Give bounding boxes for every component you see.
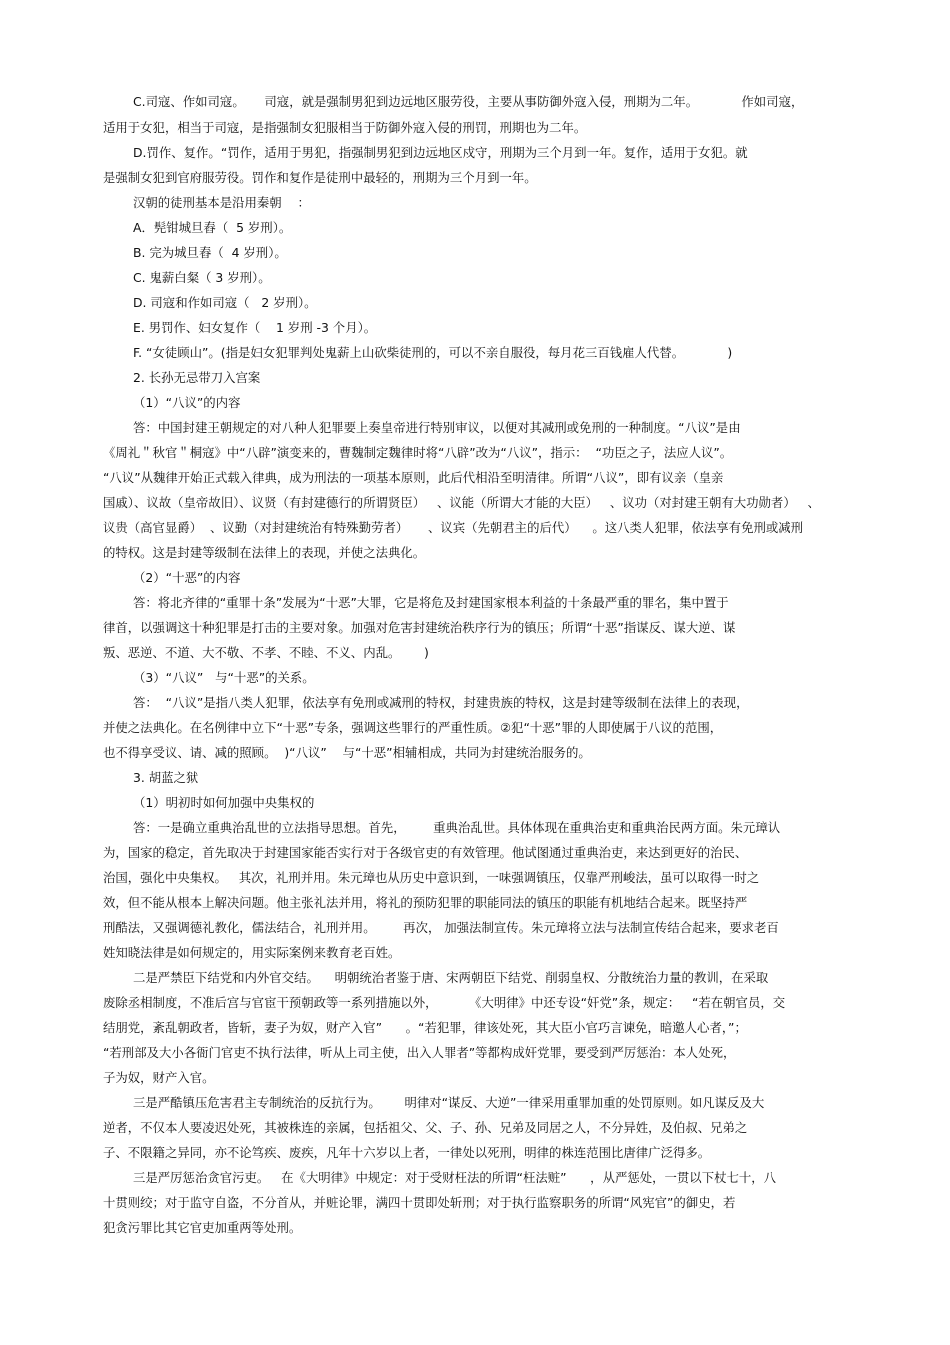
text-line: E. 男罚作、妇女复作（ 1 岁刑 -3 个月）。	[133, 320, 377, 335]
text-line: 二是严禁臣下结党和内外官交结。 明朝统治者鉴于唐、宋两朝臣下结党、削弱皇权、分散统治力量的教训，在采取	[133, 970, 769, 985]
text-line: 的特权。这是封建等级制在法律上的表现，并使之法典化。	[103, 545, 426, 560]
text-line: 议贵（高官显爵） 、议勤（对封建统治有特殊勤劳者） 、议宾（先朝君主的后代） 。这八类人犯罪，依法享有免刑或减刑	[103, 520, 804, 535]
text-line: 律首，以强调这十种犯罪是打击的主要对象。加强对危害封建统治秩序行为的镇压；所谓“十恶”指谋反、谋大逆、谋	[103, 620, 736, 635]
subsection-heading: （3）“八议” 与“十恶”的关系。	[133, 670, 315, 685]
text-line: 是强制女犯到官府服劳役。罚作和复作是徒刑中最轻的，刑期为三个月到一年。	[103, 170, 537, 185]
subsection-heading: （2）“十恶”的内容	[133, 570, 241, 585]
section-heading: 2. 长孙无忌带刀入宫案	[133, 370, 261, 385]
text-line: 逆者，不仅本人要凌迟处死，其被株连的亲属，包括祖父、父、子、孙、兄弟及同居之人，不分异姓，及伯叔、兄弟之	[103, 1120, 748, 1135]
text-line: 效，但不能从根本上解决问题。他主张礼法并用，将礼的预防犯罪的职能同法的镇压的职能有机地结合起来。既坚持严	[103, 895, 748, 910]
text-line: 结朋党，紊乱朝政者，皆斩，妻子为奴，财产入官” 。“若犯罪，律该处死，其大臣小官巧言谏免，暗邀人心者，”；	[103, 1020, 747, 1035]
text-line: 答： “八议”是指八类人犯罪，依法享有免刑或减刑的特权，封建贵族的特权，这是封建等级制在法律上的表现，	[133, 695, 749, 710]
text-line: 废除丞相制度，不准后宫与官宦干预朝政等一系列措施以外， 《大明律》中还专设“奸党”条，规定： “若在朝官员，交	[103, 995, 786, 1010]
text-line: 十贯则绞；对于监守自盗，不分首从，并赃论罪，满四十贯即处斩刑；对于执行监察职务的所谓“风宪官”的御史，若	[103, 1195, 736, 1210]
text-line: 汉朝的徒刑基本是沿用秦朝 ：	[133, 195, 310, 210]
text-line: 适用于女犯，相当于司寇，是指强制女犯服相当于防御外寇入侵的刑罚，刑期也为二年。	[103, 120, 587, 135]
text-line: F. “女徒顾山”。(指是妇女犯罪判处鬼薪上山砍柴徒刑的，可以不亲自服役，每月花三百钱雇人代替。 )	[133, 345, 733, 360]
text-line: 姓知晓法律是如何规定的，用实际案例来教育老百姓。	[103, 945, 401, 960]
text-line: 刑酷法，又强调德礼教化，儒法结合，礼刑并用。 再次， 加强法制宣传。朱元璋将立法与法制宣传结合起来，要求老百	[103, 920, 779, 935]
text-line: B. 完为城旦舂（ 4 岁刑）。	[133, 245, 287, 260]
text-line: 犯贪污罪比其它官吏加重两等处刑。	[103, 1220, 302, 1235]
text-line: 答：中国封建王朝规定的对八种人犯罪要上奏皇帝进行特别审议，以便对其减刑或免刑的一种制度。“八议”是由	[133, 420, 741, 435]
text-line: 国戚）、议故（皇帝故旧）、议贤（有封建德行的所谓贤臣） 、议能（所谓大才能的大臣） 、议功（对封建王朝有大功勋者） 、	[103, 495, 820, 510]
text-line: 答：一是确立重典治乱世的立法指导思想。首先， 重典治乱世。具体体现在重典治吏和重典治民两方面。朱元璋认	[133, 820, 781, 835]
text-line: D.罚作、复作。“罚作，适用于男犯，指强制男犯到边远地区戍守，刑期为三个月到一年。复作，适用于女犯。就	[133, 145, 748, 160]
text-line: 子为奴，财产入官。	[103, 1070, 215, 1085]
text-line: C. 鬼薪白粲（ 3 岁刑）。	[133, 270, 271, 285]
subsection-heading: （1）明初时如何加强中央集权的	[133, 795, 315, 810]
text-line: 答：将北齐律的“重罪十条”发展为“十恶”大罪，它是将危及封建国家根本利益的十条最严重的罪名，集中置于	[133, 595, 729, 610]
text-line: “若刑部及大小各衙门官吏不执行法律，听从上司主使，出入人罪者”等都构成奸党罪，要受到严厉惩治：本人处死，	[103, 1045, 736, 1060]
text-line: 《周礼＂秋官＂桐寇》中“八辟”演变来的，曹魏制定魏律时将“八辟”改为“八议”，指示： “功臣之子，法应人议”。	[103, 445, 733, 460]
text-line: D. 司寇和作如司寇（ 2 岁刑）。	[133, 295, 317, 310]
text-line: 也不得享受议、请、减的照顾。 )“八议” 与“十恶”相辅相成，共同为封建统治服务的。	[103, 745, 591, 760]
subsection-heading: （1）“八议”的内容	[133, 395, 241, 410]
text-line: 为，国家的稳定，首先取决于封建国家能否实行对于各级官吏的有效管理。他试图通过重典治吏，来达到更好的治民、	[103, 845, 748, 860]
text-line: 三是严酷镇压危害君主专制统治的反抗行为。 明律对“谋反、大逆”一律采用重罪加重的处罚原则。如凡谋反及大	[133, 1095, 765, 1110]
text-line: 三是严厉惩治贪官污吏。 在《大明律》中规定：对于受财枉法的所谓“枉法赃” ，从严惩处，一贯以下杖七十，八	[133, 1170, 777, 1185]
text-line: “八议”从魏律开始正式载入律典，成为刑法的一项基本原则，此后代相沿至明清律。所谓“八议”，即有议亲（皇亲	[103, 470, 724, 485]
text-line: 子、不限籍之异同，亦不论笃疾、废疾，凡年十六岁以上者，一律处以死刑，明律的株连范围比唐律广泛得多。	[103, 1145, 711, 1160]
text-line: A．髡钳城旦舂（ 5 岁刑）。	[133, 220, 292, 235]
section-heading: 3. 胡蓝之狱	[133, 770, 199, 785]
text-line: 并使之法典化。在名例律中立下“十恶”专条，强调这些罪行的严重性质。②犯“十恶”罪的人即使属于八议的范围，	[103, 720, 723, 735]
text-line: C.司寇、作如司寇。 司寇，就是强制男犯到边远地区服劳役，主要从事防御外寇入侵，刑期为二年。 作如司寇，	[133, 94, 804, 109]
text-line: 叛、恶逆、不道、大不敬、不孝、不睦、不义、内乱。 )	[103, 645, 429, 660]
text-line: 治国，强化中央集权。 其次，礼刑并用。朱元璋也从历史中意识到，一味强调镇压，仅靠严刑峻法，虽可以取得一时之	[103, 870, 760, 885]
